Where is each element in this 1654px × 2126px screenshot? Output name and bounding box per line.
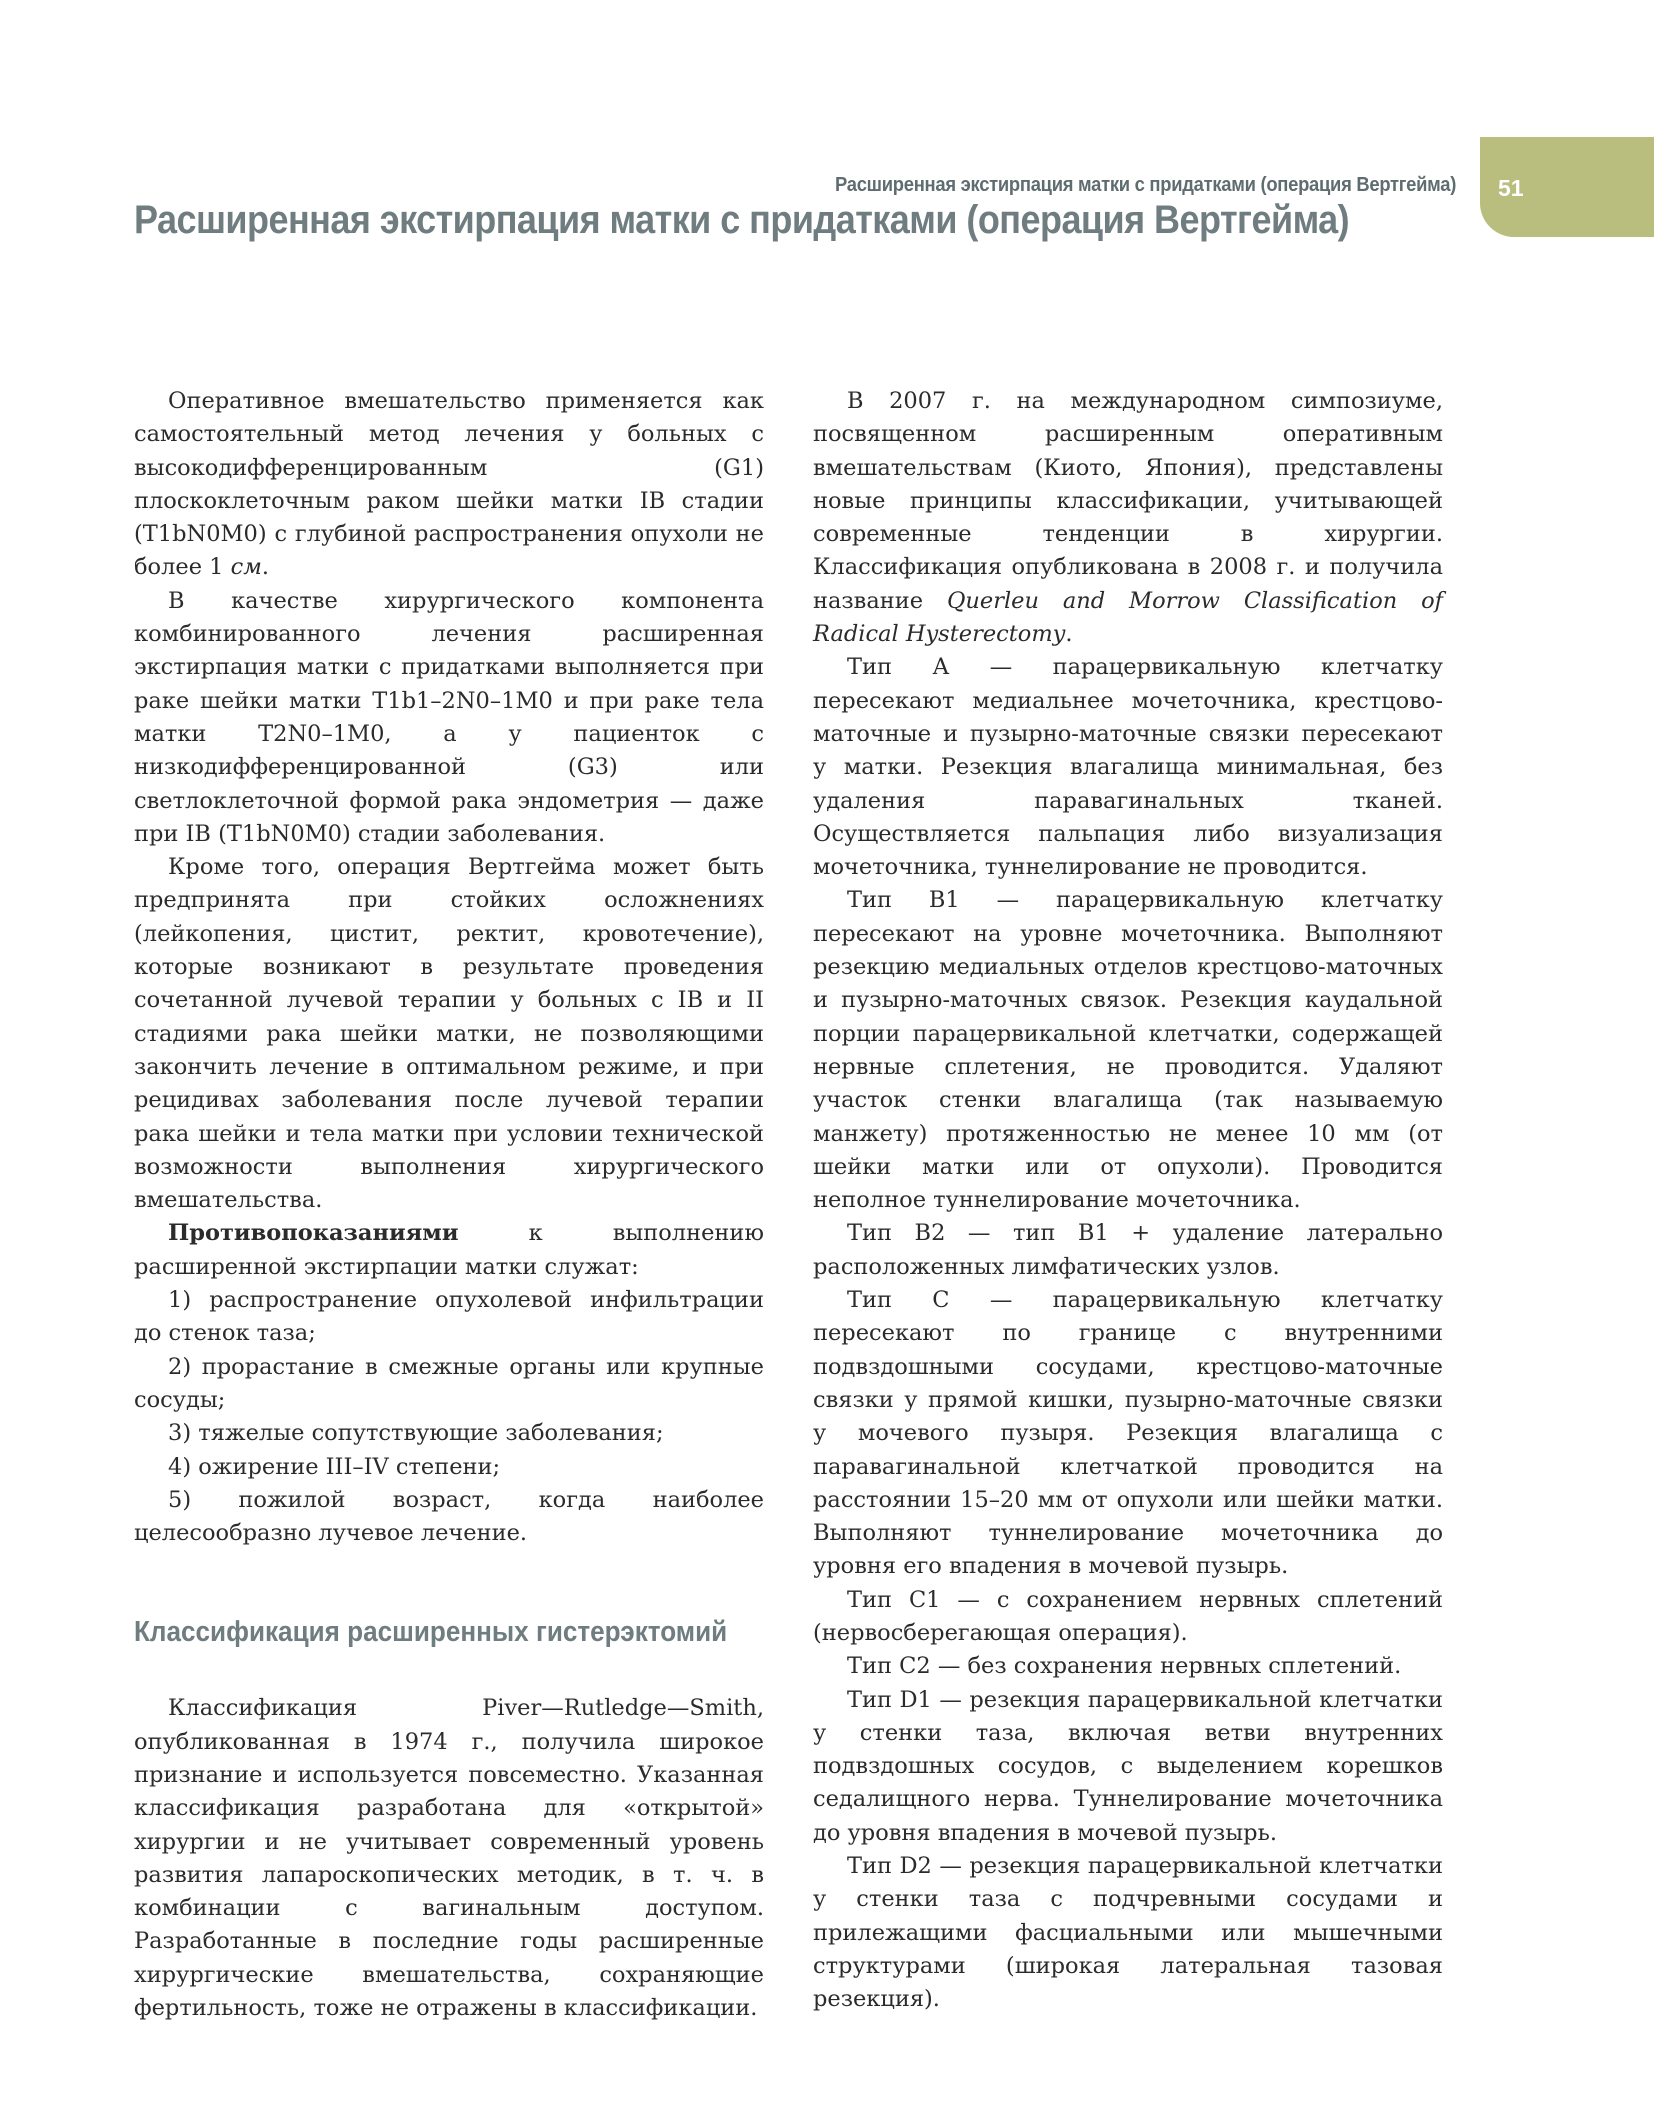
unit-cm: см bbox=[230, 554, 262, 581]
page-title: Расширенная экстирпация матки с придатками (операция Вертгейма) bbox=[134, 198, 1350, 242]
contraindication-item: 4) ожирение III–IV степени; bbox=[168, 1453, 501, 1480]
piver-classification-paragraph: Классификация Piver—Rutledge—Smith, опубликованная в 1974 г., получила широкое признание и используется повсеместно. Указанная классификация разработана для «открытой» хирургии и не учитывает современный уровень развития лапароскопических методик, в т. ч. в комбинации с вагинальным доступом. Разработанные в последние годы расширенные хирургические вмешательства, сохраняющие фертильность, тоже не отражены в классификации. bbox=[134, 1695, 764, 2022]
classification-name: Querleu and Morrow Classification of Radical Hysterectomy bbox=[813, 587, 1443, 648]
intro-paragraph: Оперативное вмешательство применяется как самостоятельный метод лечения у больных с высокодифференцированным (G1) плоскоклеточным раком шейки матки IB стадии (T1bN0M0) с глубиной распространения опухоли не более 1 см. bbox=[134, 388, 764, 581]
contraindication-item: 1) распространение опухолевой инфильтрации до стенок таза; bbox=[134, 1287, 764, 1347]
type-a-paragraph: Тип А — парацервикальную клетчатку пересекают медиальнее мочеточника, крестцово-маточные и пузырно-маточные связки пересекают у матки. Резекция влагалища минимальная, без удаления паравагинальных тканей. Осуществляется пальпация либо визуализация мочеточника, туннелирование не проводится. bbox=[813, 654, 1443, 881]
right-column bbox=[813, 385, 1443, 2017]
kyoto-paragraph: В 2007 г. на международном симпозиуме, посвященном расширенным оперативным вмешательствам (Киото, Япония), представлены новые принципы классификации, учитывающей современные тенденции в хирургии. Классификация опубликована в 2008 г. и получила название Querleu and Morrow Classification of Radical Hysterectomy. bbox=[813, 388, 1443, 648]
combined-treatment-paragraph: В качестве хирургического компонента комбинированного лечения расширенная экстирпация матки с придатками выполняется при раке шейки матки T1b1–2N0–1M0 и при раке тела матки T2N0–1M0, а у пациенток с низкодифференцированной (G3) или светлоклеточной формой рака эндометрия — даже при IB (T1bN0M0) стадии заболевания. bbox=[134, 587, 764, 847]
section-heading: Классификация расширенных гистерэктомий bbox=[134, 1616, 728, 1649]
complications-paragraph: Кроме того, операция Вертгейма может быть предпринята при стойких осложнениях (лейкопения, цистит, ректит, кровотечение), которые возникают в результате проведения сочетанной лучевой терапии у больных с IB и II стадиями рака шейки матки, не позволяющими закончить лечение в оптимальном режиме, и при рецидивах заболевания после лучевой терапии рака шейки и тела матки при условии технической возможности выполнения хирургического вмешательства. bbox=[134, 854, 764, 1214]
type-d2-paragraph: Тип D2 — резекция парацервикальной клетчатки у стенки таза с подчревными сосудами и прилежащими фасциальными или мышечными структурами (широкая латеральная тазовая резекция). bbox=[813, 1853, 1443, 2013]
contraindication-item: 2) прорастание в смежные органы или крупные сосуды; bbox=[134, 1353, 764, 1413]
contraindication-item: 5) пожилой возраст, когда наиболее целесообразно лучевое лечение. bbox=[134, 1486, 764, 1547]
page-number: 51 bbox=[1498, 175, 1524, 201]
type-c-paragraph: Тип C — парацервикальную клетчатку пересекают по границе с внутренними подвздошными сосудами, крестцово-маточные связки у прямой кишки, пузырно-маточные связки у мочевого пузыря. Резекция влагалища с паравагинальной клетчаткой проводится на расстоянии 15–20 мм от опухоли или шейки матки. Выполняют туннелирование мочеточника до уровня его впадения в мочевой пузырь. bbox=[813, 1287, 1443, 1580]
contraindications-intro: Противопоказаниями к выполнению расширенной экстирпации матки служат: bbox=[134, 1220, 764, 1280]
type-c1-paragraph: Тип C1 — с сохранением нервных сплетений (нервосберегающая операция). bbox=[813, 1586, 1443, 1646]
left-column bbox=[134, 385, 764, 2025]
type-c2-paragraph: Тип C2 — без сохранения нервных сплетений. bbox=[847, 1653, 1402, 1680]
contraindications-term: Противопоказаниями bbox=[168, 1220, 459, 1247]
type-b2-paragraph: Тип B2 — тип B1 + удаление латерально расположенных лимфатических узлов. bbox=[813, 1220, 1443, 1280]
running-header: Расширенная экстирпация матки с придатками (операция Вертгейма) bbox=[834, 174, 1456, 196]
type-d1-paragraph: Тип D1 — резекция парацервикальной клетчатки у стенки таза, включая ветви внутренних подвздошных сосудов, с выделением корешков седалищного нерва. Туннелирование мочеточника до уровня впадения в мочевой пузырь. bbox=[813, 1686, 1443, 1846]
contraindication-item: 3) тяжелые сопутствующие заболевания; bbox=[168, 1420, 664, 1447]
type-b1-paragraph: Тип B1 — парацервикальную клетчатку пересекают на уровне мочеточника. Выполняют резекцию медиальных отделов крестцово-маточных и пузырно-маточных связок. Резекция каудальной порции парацервикальной клетчатки, содержащей нервные сплетения, не проводится. Удаляют участок стенки влагалища (так называемую манжету) протяженностью не менее 10 мм (от шейки матки или от опухоли). Проводится неполное туннелирование мочеточника. bbox=[813, 887, 1443, 1214]
